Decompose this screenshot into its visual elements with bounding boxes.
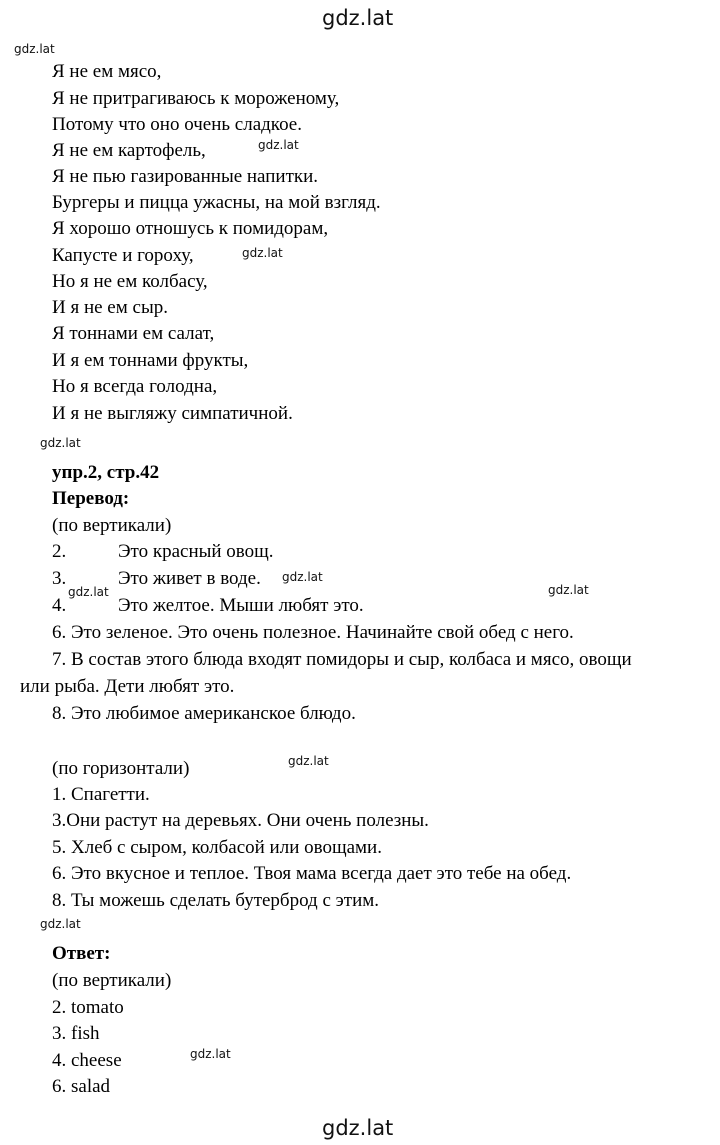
exercise-heading: упр.2, стр.42 xyxy=(52,462,160,483)
poem-line: И я ем тоннами фрукты, xyxy=(52,350,249,371)
watermark: gdz.lat xyxy=(40,436,81,450)
answer-item: 2. tomato xyxy=(52,997,124,1018)
answer-vertical-label: (по вертикали) xyxy=(52,970,172,991)
vertical-label: (по вертикали) xyxy=(52,515,172,536)
watermark: gdz.lat xyxy=(14,42,55,56)
horizontal-label: (по горизонтали) xyxy=(52,758,190,779)
watermark: gdz.lat xyxy=(258,138,299,152)
vertical-item-continuation: или рыба. Дети любят это. xyxy=(20,676,235,697)
poem-line: И я не выгляжу симпатичной. xyxy=(52,403,293,424)
vertical-item-number: 3. xyxy=(52,568,67,589)
poem-line: Я не притрагиваюсь к мороженому, xyxy=(52,88,340,109)
vertical-item: 6. Это зеленое. Это очень полезное. Начинайте свой обед с него. xyxy=(52,622,574,643)
answer-item: 3. fish xyxy=(52,1023,100,1044)
poem-line: Капусте и гороху, xyxy=(52,245,194,266)
watermark: gdz.lat xyxy=(548,583,589,597)
poem-line: Я не ем картофель, xyxy=(52,140,206,161)
watermark: gdz.lat xyxy=(190,1047,231,1061)
vertical-item: 7. В состав этого блюда входят помидоры и сыр, колбаса и мясо, овощи xyxy=(52,649,632,670)
poem-line: Я не пью газированные напитки. xyxy=(52,166,319,187)
poem-line: Но я всегда голодна, xyxy=(52,376,218,397)
poem-line: Я хорошо отношусь к помидорам, xyxy=(52,218,329,239)
vertical-item-number: 2. xyxy=(52,541,67,562)
poem-line: Бургеры и пицца ужасны, на мой взгляд. xyxy=(52,192,381,213)
vertical-item: 8. Это любимое американское блюдо. xyxy=(52,703,356,724)
watermark: gdz.lat xyxy=(242,246,283,260)
vertical-item-text: Это живет в воде. xyxy=(118,568,261,589)
horizontal-item: 8. Ты можешь сделать бутерброд с этим. xyxy=(52,890,380,911)
watermark: gdz.lat xyxy=(288,754,329,768)
watermark: gdz.lat xyxy=(40,917,81,931)
answer-item: 4. cheese xyxy=(52,1050,122,1071)
watermark-bottom: gdz.lat xyxy=(322,1116,394,1140)
horizontal-item: 1. Спагетти. xyxy=(52,784,150,805)
vertical-item-text: Это желтое. Мыши любят это. xyxy=(118,595,364,616)
watermark: gdz.lat xyxy=(282,570,323,584)
watermark: gdz.lat xyxy=(68,585,109,599)
answer-heading: Ответ: xyxy=(52,943,111,964)
poem-line: Я тоннами ем салат, xyxy=(52,323,215,344)
poem-line: Я не ем мясо, xyxy=(52,61,162,82)
poem-line: Но я не ем колбасу, xyxy=(52,271,208,292)
vertical-item-text: Это красный овощ. xyxy=(118,541,274,562)
watermark-top: gdz.lat xyxy=(322,6,394,30)
horizontal-item: 5. Хлеб с сыром, колбасой или овощами. xyxy=(52,837,382,858)
poem-line: И я не ем сыр. xyxy=(52,297,168,318)
answer-item: 6. salad xyxy=(52,1076,111,1097)
horizontal-item: 6. Это вкусное и теплое. Твоя мама всегда дает это тебе на обед. xyxy=(52,863,572,884)
translation-heading: Перевод: xyxy=(52,488,130,509)
horizontal-item: 3.Они растут на деревьях. Они очень полезны. xyxy=(52,810,429,831)
poem-line: Потому что оно очень сладкое. xyxy=(52,114,302,135)
vertical-item-number: 4. xyxy=(52,595,67,616)
